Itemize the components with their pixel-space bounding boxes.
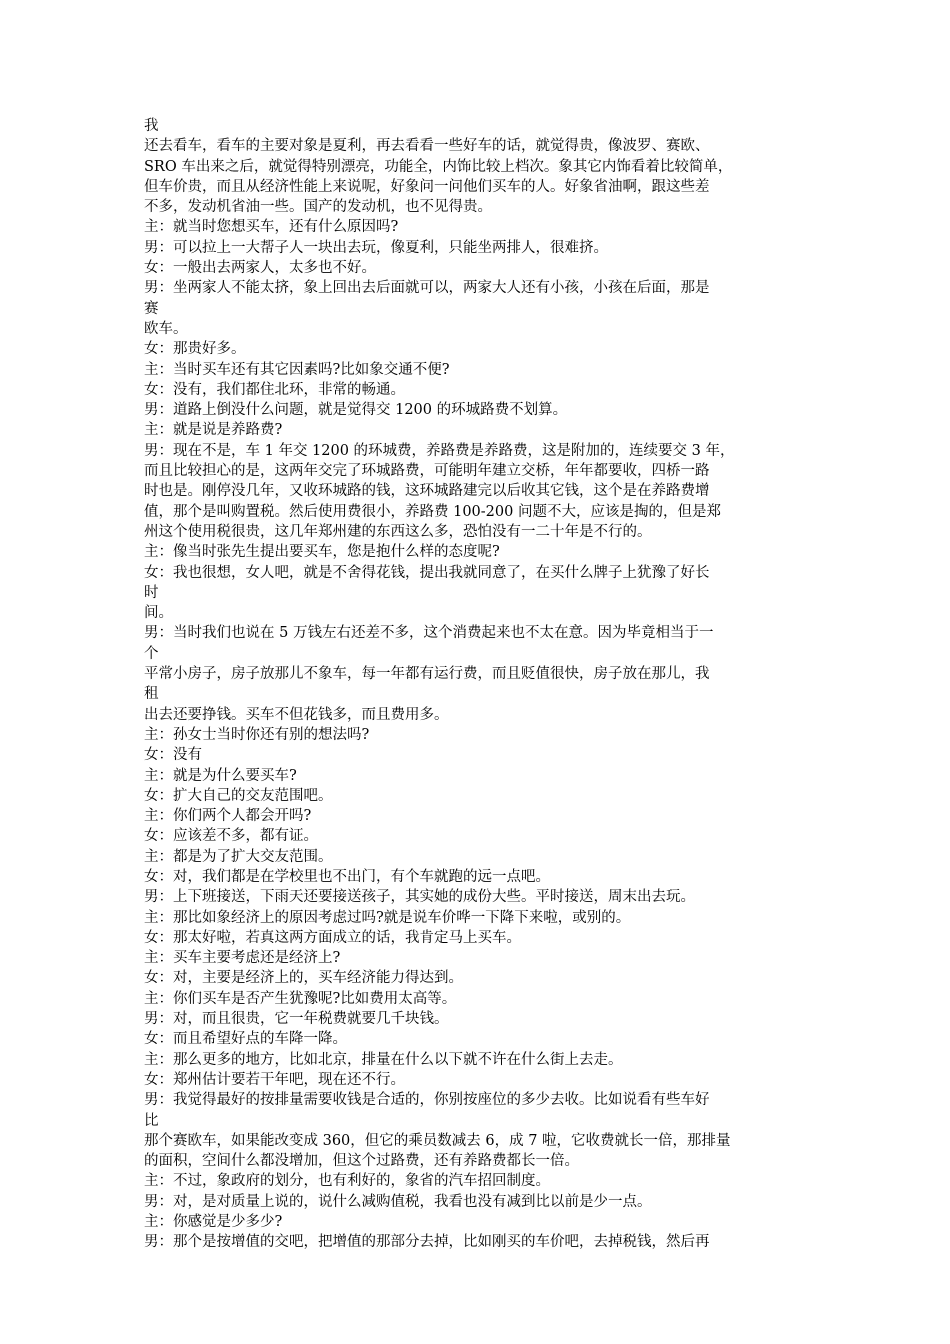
text-line: 时也是。刚停没几年，又收环城路的钱，这环城路建完以后收其它钱，这个是在养路费增 [144, 483, 710, 500]
text-line: 主：那比如象经济上的原因考虑过吗?就是说车价哗一下降下来啦，或别的。 [144, 909, 631, 926]
text-line: 女：对，主要是经济上的，买车经济能力得达到。 [144, 970, 463, 987]
document-page [144, 116, 814, 1253]
text-line: 主：都是为了扩大交友范围。 [144, 848, 333, 865]
text-line: 那个赛欧车，如果能改变成 360，但它的乘员数减去 6，成 7 啦，它收费就长一倍，那排量 [144, 1132, 731, 1149]
text-line: 女：应该差不多，都有证。 [144, 828, 318, 845]
text-line: SRO 车出来之后，就觉得特别漂亮，功能全，内饰比较上档次。象其它内饰看着比较简单， [144, 158, 733, 175]
text-line: 女：扩大自己的交友范围吧。 [144, 787, 333, 804]
text-line: 主：那么更多的地方，比如北京，排量在什么以下就不许在什么街上去走。 [144, 1051, 623, 1068]
text-line: 主：你感觉是少多少? [144, 1214, 283, 1231]
text-line: 女：郑州估计要若干年吧，现在还不行。 [144, 1071, 405, 1088]
text-line: 比 [144, 1112, 159, 1129]
text-line: 女：那太好啦，若真这两方面成立的话，我肯定马上买车。 [144, 929, 521, 946]
text-line: 值，那个是叫购置税。然后使用费很小，养路费 100-200 问题不大，应该是掏的，但是郑 [144, 503, 721, 520]
text-line: 欧车。 [144, 320, 188, 337]
text-line: 主：你们买车是否产生犹豫呢?比如费用太高等。 [144, 990, 457, 1007]
text-line: 女：没有 [144, 747, 202, 764]
text-line: 平常小房子，房子放那儿不象车，每一年都有运行费，而且贬值很快，房子放在那儿，我 [144, 666, 710, 683]
text-line: 时 [144, 584, 159, 601]
text-line: 女：一般出去两家人，太多也不好。 [144, 260, 376, 277]
text-line: 不多，发动机省油一些。国产的发动机，也不见得贵。 [144, 199, 492, 216]
text-line: 州这个使用税很贵，这几年郑州建的东西这么多，恐怕没有一二十年是不行的。 [144, 523, 652, 540]
text-line: 男：道路上倒没什么问题，就是觉得交 1200 的环城路费不划算。 [144, 402, 568, 419]
text-line: 男：我觉得最好的按排量需要收钱是合适的，你别按座位的多少去收。比如说看有些车好 [144, 1092, 710, 1109]
text-line: 主：孙女士当时你还有别的想法吗? [144, 726, 370, 743]
text-line: 出去还要挣钱。买车不但花钱多，而且费用多。 [144, 706, 449, 723]
text-line: 主：就当时您想买车，还有什么原因吗? [144, 219, 399, 236]
text-line: 男：现在不是，车 1 年交 1200 的环城费，养路费是养路费，这是附加的，连续要交 3 年， [144, 442, 735, 459]
text-line: 男：上下班接送，下雨天还要接送孩子，其实她的成份大些。平时接送，周末出去玩。 [144, 889, 695, 906]
text-line: 女：我也很想，女人吧，就是不舍得花钱，提出我就同意了，在买什么牌子上犹豫了好长 [144, 564, 710, 581]
text-line: 女：那贵好多。 [144, 341, 246, 358]
text-line: 主：就是为什么要买车? [144, 767, 297, 784]
text-line: 男：坐两家人不能太挤，象上回出去后面就可以，两家大人还有小孩，小孩在后面，那是 [144, 280, 710, 297]
text-line: 但车价贵，而且从经济性能上来说呢，好象问一问他们买车的人。好象省油啊，跟这些差 [144, 178, 710, 195]
text-line: 还去看车，看车的主要对象是夏利，再去看看一些好车的话，就觉得贵，像波罗、赛欧、 [144, 138, 710, 155]
text-line: 女：没有，我们都住北环，非常的畅通。 [144, 381, 405, 398]
text-line: 赛 [144, 300, 159, 317]
text-line: 主：买车主要考虑还是经济上? [144, 950, 341, 967]
text-line: 主：你们两个人都会开吗? [144, 808, 312, 825]
text-line: 女：对，我们都是在学校里也不出门，有个车就跑的远一点吧。 [144, 868, 550, 885]
text-line: 主：不过，象政府的划分，也有利好的，象省的汽车招回制度。 [144, 1173, 550, 1190]
text-line: 主：当时买车还有其它因素吗?比如象交通不便? [144, 361, 450, 378]
text-line: 男：当时我们也说在 5 万钱左右还差不多，这个消费起来也不太在意。因为毕竟相当于一 [144, 625, 714, 642]
text-line: 男：对，是对质量上说的，说什么减购值税，我看也没有减到比以前是少一点。 [144, 1193, 652, 1210]
text-line: 男：可以拉上一大帮子人一块出去玩，像夏利，只能坐两排人，很难挤。 [144, 239, 608, 256]
text-line: 间。 [144, 605, 173, 622]
text-line: 男：对，而且很贵，它一年税费就要几千块钱。 [144, 1011, 449, 1028]
text-line: 而且比较担心的是，这两年交完了环城路费，可能明年建立交桥，年年都要收，四桥一路 [144, 463, 710, 480]
text-line: 主：像当时张先生提出要买车，您是抱什么样的态度呢? [144, 544, 500, 561]
text-line: 我 [144, 118, 159, 134]
text-line: 的面积，空间什么都没增加，但这个过路费，还有养路费都长一倍。 [144, 1153, 579, 1170]
text-line: 租 [144, 686, 159, 703]
text-line: 主：就是说是养路费? [144, 422, 283, 439]
text-line: 女：而且希望好点的车降一降。 [144, 1031, 347, 1048]
text-line: 男：那个是按增值的交吧，把增值的那部分去掉，比如刚买的车价吧，去掉税钱，然后再 [144, 1234, 710, 1251]
text-line: 个 [144, 645, 159, 662]
